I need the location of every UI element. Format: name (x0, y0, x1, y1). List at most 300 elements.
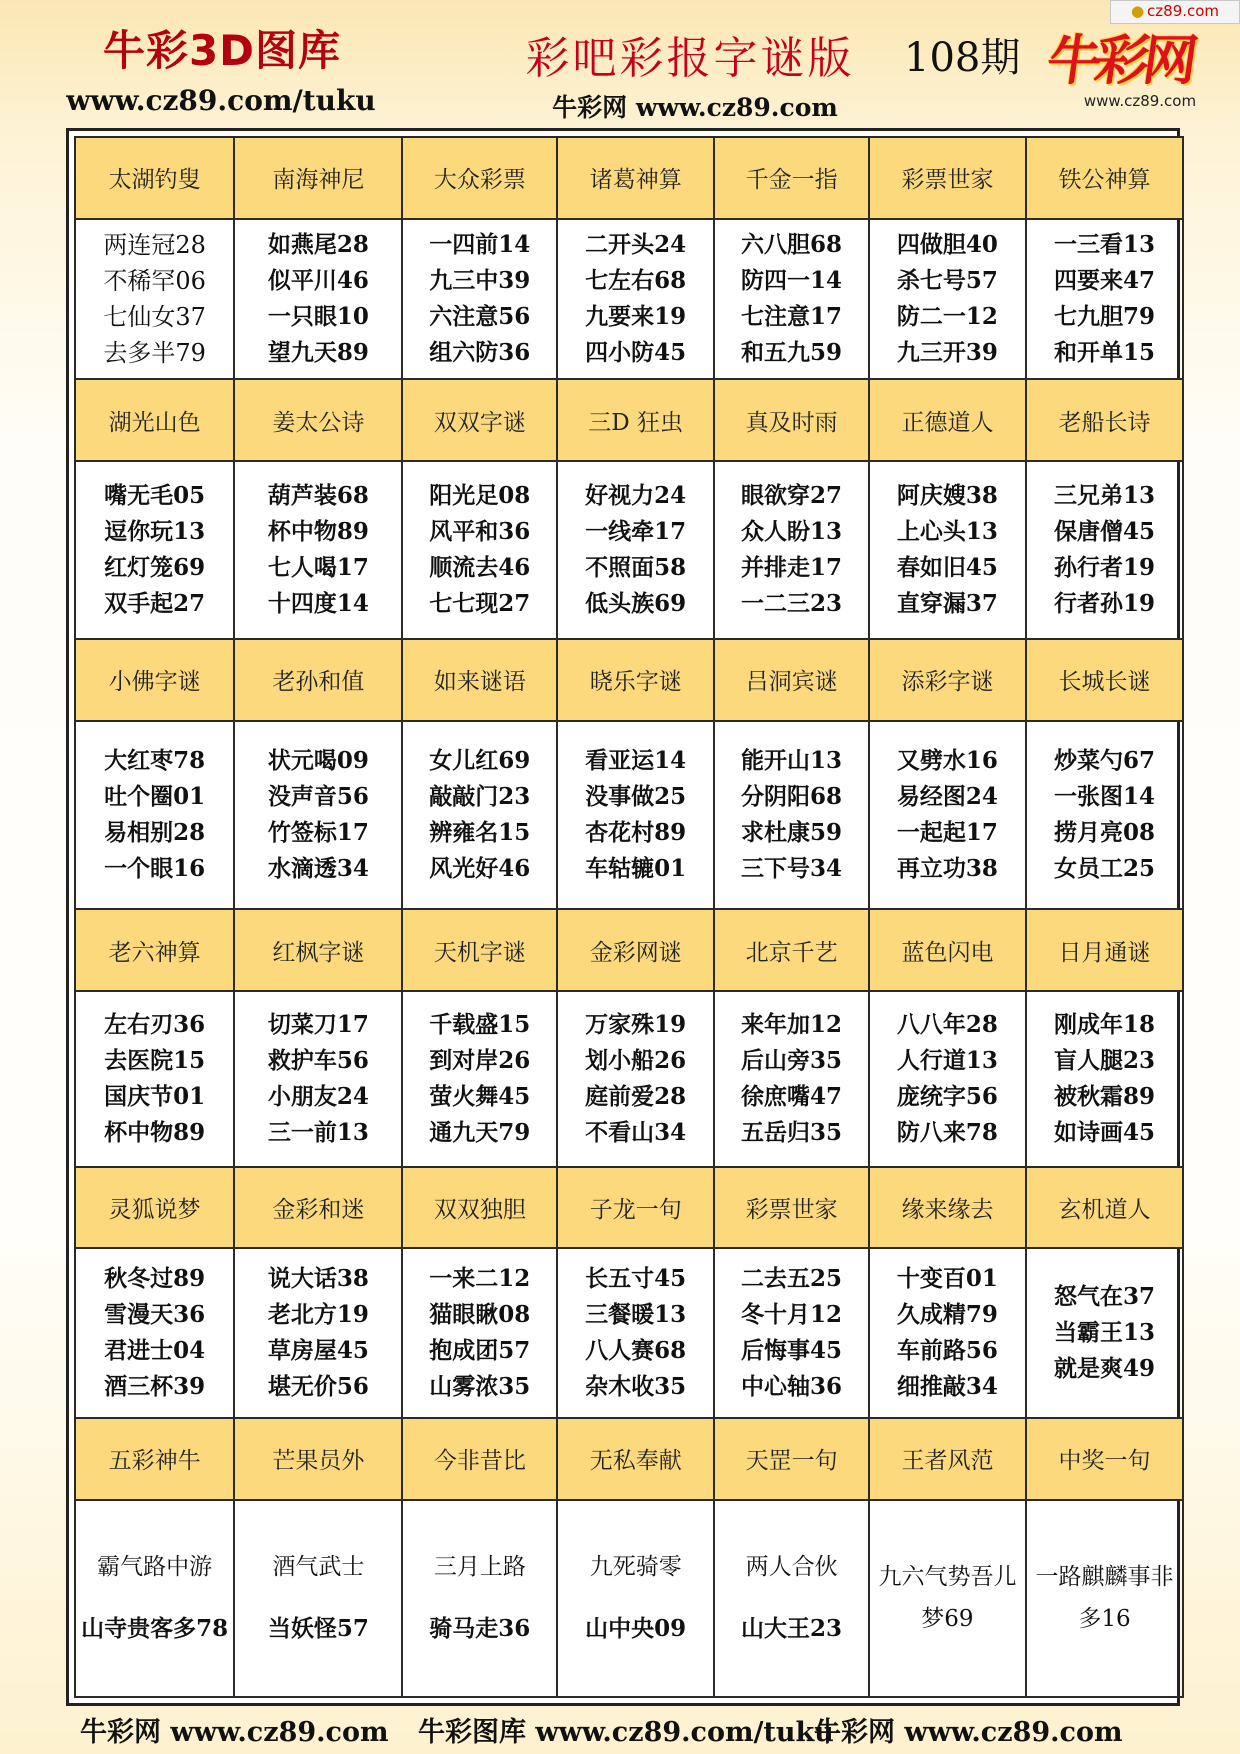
brand-logo[interactable] (1040, 18, 1200, 118)
prediction-line: 霸气路中游 (97, 1554, 213, 1581)
prediction-line: 长五寸45 (585, 1265, 687, 1293)
prediction-line: 风平和36 (429, 518, 531, 546)
column-title: 王者风范 (901, 1448, 994, 1475)
prediction-line: 庞统字56 (896, 1082, 998, 1110)
prediction-lines (870, 482, 1025, 618)
column-title-cell (75, 137, 234, 219)
prediction-line: 三一前13 (267, 1118, 369, 1146)
prediction-line: 救护车56 (267, 1046, 369, 1074)
prediction-line: 不稀罕06 (103, 266, 206, 295)
prediction-line: 骑马走36 (429, 1615, 531, 1643)
prediction-line: 中心轴36 (741, 1373, 843, 1401)
prediction-line: 易相别28 (104, 819, 206, 847)
column-title-cell (234, 379, 402, 461)
prediction-line: 杯中物89 (267, 518, 369, 546)
prediction-line: 酒三杯39 (104, 1373, 206, 1401)
prediction-cell (1026, 991, 1183, 1167)
column-title: 双双独胆 (433, 1197, 526, 1224)
prediction-line: 直穿漏37 (896, 590, 998, 618)
prediction-cell (402, 219, 557, 380)
prediction-lines (1027, 1011, 1182, 1147)
prediction-line: 一四前14 (429, 230, 531, 258)
prediction-lines (235, 482, 401, 618)
prediction-line: 多16 (1078, 1606, 1131, 1633)
prediction-line: 车前路56 (896, 1337, 998, 1365)
prediction-line: 十四度14 (267, 590, 369, 618)
prediction-line: 两连冠28 (103, 230, 206, 259)
prediction-lines (715, 231, 868, 367)
prediction-line: 山雾浓35 (429, 1373, 531, 1401)
prediction-line: 萤火舞45 (429, 1082, 531, 1110)
column-title: 吕洞宾谜 (745, 669, 838, 696)
prediction-line: 再立功38 (896, 855, 998, 883)
prediction-line: 阳光足08 (429, 482, 531, 510)
column-title: 五彩神牛 (108, 1448, 201, 1475)
prediction-line: 一路麒麟事非 (1035, 1564, 1174, 1591)
column-title: 诸葛神算 (589, 167, 682, 194)
prediction-line: 望九天89 (267, 338, 369, 366)
site-url[interactable]: www.cz89.com/tuku (66, 84, 376, 117)
column-title-cell (402, 137, 557, 219)
logo-text: 牛彩网 (1043, 29, 1196, 92)
prediction-cell (75, 1500, 234, 1698)
prediction-line: 说大话38 (267, 1265, 369, 1293)
prediction-line: 去医院15 (104, 1046, 206, 1074)
column-title-cell (402, 1167, 557, 1249)
prediction-line: 竹签标17 (267, 819, 369, 847)
issue-number: 108期 (904, 35, 1021, 81)
column-title: 老孙和值 (272, 669, 365, 696)
prediction-line: 九要来19 (585, 302, 687, 330)
prediction-lines (558, 1553, 713, 1643)
prediction-line: 一二三23 (741, 590, 843, 618)
prediction-line: 被秋霜89 (1053, 1082, 1155, 1110)
prediction-line: 九三开39 (896, 338, 998, 366)
section-header-row (75, 137, 1183, 219)
prediction-line: 当妖怪57 (267, 1615, 369, 1643)
prediction-line: 水滴透34 (267, 855, 369, 883)
prediction-line: 后悔事45 (741, 1337, 843, 1365)
prediction-cell (869, 721, 1026, 910)
prediction-line: 七注意17 (741, 302, 843, 330)
prediction-lines (558, 1265, 713, 1401)
prediction-cell (714, 991, 869, 1167)
prediction-line: 女儿红69 (429, 747, 531, 775)
prediction-line: 五岳归35 (741, 1118, 843, 1146)
column-title-cell (869, 1418, 1026, 1500)
prediction-line: 不照面58 (585, 554, 687, 582)
prediction-line: 秋冬过89 (104, 1265, 206, 1293)
prediction-lines (558, 482, 713, 618)
column-title-cell (234, 1167, 402, 1249)
column-title-cell (714, 137, 869, 219)
column-title: 缘来缘去 (901, 1197, 994, 1224)
prediction-line: 众人盼13 (741, 518, 843, 546)
prediction-line: 八人赛68 (585, 1337, 687, 1365)
column-title-cell (714, 379, 869, 461)
section-body-row (75, 721, 1183, 910)
prediction-line: 去多半79 (103, 338, 206, 367)
column-title-cell (714, 909, 869, 991)
prediction-line: 雪漫天36 (104, 1301, 206, 1329)
column-title: 千金一指 (745, 167, 838, 194)
column-title: 双双字谜 (433, 409, 526, 436)
prediction-line: 通九天79 (429, 1118, 531, 1146)
prediction-cell (557, 721, 714, 910)
prediction-line: 杯中物89 (104, 1118, 206, 1146)
column-title: 彩票世家 (901, 167, 994, 194)
column-title-cell (402, 639, 557, 721)
column-title: 添彩字谜 (901, 669, 994, 696)
prediction-line: 划小船26 (585, 1046, 687, 1074)
column-title: 正德道人 (901, 409, 994, 436)
prediction-line: 敲敲门23 (429, 783, 531, 811)
column-title: 太湖钓叟 (108, 167, 201, 194)
prediction-line: 三兄弟13 (1053, 482, 1155, 510)
prediction-lines (558, 231, 713, 367)
prediction-lines (76, 747, 233, 883)
prediction-line: 细推敲34 (896, 1373, 998, 1401)
prediction-line: 山中央09 (585, 1615, 687, 1643)
prediction-line: 风光好46 (429, 855, 531, 883)
prediction-line: 一来二12 (429, 1265, 531, 1293)
prediction-cell (869, 461, 1026, 639)
column-title-cell (869, 909, 1026, 991)
prediction-lines (235, 1553, 401, 1643)
prediction-line: 盲人腿23 (1053, 1046, 1155, 1074)
footer-right-link[interactable]: 牛彩网 www.cz89.com (814, 1717, 1123, 1748)
prediction-line: 后山旁35 (741, 1046, 843, 1074)
column-title: 芒果员外 (272, 1448, 365, 1475)
prediction-line: 酒气武士 (272, 1554, 365, 1581)
prediction-line: 逗你玩13 (104, 518, 206, 546)
prediction-line: 人行道13 (896, 1046, 998, 1074)
prediction-line: 又劈水16 (896, 747, 998, 775)
section-body-row (75, 1500, 1183, 1698)
column-title: 中奖一句 (1058, 1448, 1151, 1475)
prediction-line: 防四一14 (741, 266, 843, 294)
prediction-line: 好视力24 (585, 482, 687, 510)
prediction-lines (558, 747, 713, 883)
prediction-line: 八八年28 (896, 1010, 998, 1038)
section-header-row (75, 379, 1183, 461)
prediction-cell (1026, 219, 1183, 380)
dot-icon: ● (1130, 2, 1145, 20)
prediction-line: 草房屋45 (267, 1337, 369, 1365)
prediction-lines (870, 231, 1025, 367)
prediction-line: 和五九59 (741, 338, 843, 366)
prediction-line: 春如旧45 (896, 554, 998, 582)
prediction-lines (558, 1011, 713, 1147)
prediction-lines (403, 482, 556, 618)
column-title-cell (869, 639, 1026, 721)
column-title: 湖光山色 (108, 409, 201, 436)
column-title: 晓乐字谜 (589, 669, 682, 696)
prediction-line: 左右刃36 (104, 1010, 206, 1038)
prediction-line: 到对岸26 (429, 1046, 531, 1074)
prediction-cell (75, 461, 234, 639)
prediction-cell (234, 1248, 402, 1418)
column-title-cell (557, 137, 714, 219)
prediction-cell (234, 219, 402, 380)
prediction-lines (715, 1265, 868, 1401)
prediction-line: 组六防36 (429, 338, 531, 366)
column-title-cell (402, 379, 557, 461)
prediction-cell (1026, 721, 1183, 910)
prediction-line: 易经图24 (896, 783, 998, 811)
column-title-cell (234, 137, 402, 219)
column-title: 长城长谜 (1058, 669, 1151, 696)
prediction-lines (235, 1265, 401, 1401)
prediction-line: 两人合伙 (745, 1554, 838, 1581)
prediction-cell (557, 219, 714, 380)
column-title-cell (234, 639, 402, 721)
prediction-lines (870, 1265, 1025, 1401)
prediction-lines (715, 482, 868, 618)
prediction-lines (1027, 482, 1182, 618)
prediction-line: 切菜刀17 (267, 1010, 369, 1038)
prediction-line: 七七现27 (429, 590, 531, 618)
column-title: 彩票世家 (745, 1197, 838, 1224)
prediction-line: 杂木收35 (585, 1373, 687, 1401)
prediction-lines (235, 231, 401, 367)
prediction-cell (869, 219, 1026, 380)
prediction-lines (76, 1553, 233, 1643)
prediction-line: 七人喝17 (267, 554, 369, 582)
prediction-line: 四小防45 (585, 338, 687, 366)
prediction-cell (75, 1248, 234, 1418)
prediction-line: 女员工25 (1053, 855, 1155, 883)
prediction-cell (869, 1248, 1026, 1418)
prediction-line: 七仙女37 (103, 302, 206, 331)
prediction-lines (870, 1560, 1025, 1636)
center-url[interactable]: 牛彩网 www.cz89.com (552, 93, 838, 122)
prediction-line: 六八胆68 (741, 230, 843, 258)
column-title: 三D 狂虫 (588, 409, 684, 436)
prediction-line: 山寺贵客多78 (81, 1615, 229, 1643)
prediction-line: 状元喝09 (267, 747, 369, 775)
prediction-line: 上心头13 (896, 518, 998, 546)
prediction-line: 万家殊19 (585, 1010, 687, 1038)
prediction-cell (714, 219, 869, 380)
column-title-cell (1026, 639, 1183, 721)
column-title-cell (869, 1167, 1026, 1249)
column-title-cell (557, 379, 714, 461)
prediction-cell (402, 991, 557, 1167)
prediction-line: 没事做25 (585, 783, 687, 811)
prediction-cell (714, 1500, 869, 1698)
prediction-line: 没声音56 (267, 783, 369, 811)
column-title: 铁公神算 (1058, 167, 1151, 194)
prediction-lines (76, 231, 233, 367)
column-title: 老六神算 (108, 939, 201, 966)
prediction-line: 老北方19 (267, 1301, 369, 1329)
footer (74, 1710, 1194, 1746)
prediction-cell (1026, 461, 1183, 639)
prediction-lines (715, 747, 868, 883)
prediction-line: 一线牵17 (585, 518, 687, 546)
prediction-line: 二去五25 (741, 1265, 843, 1293)
prediction-line: 抱成团57 (429, 1337, 531, 1365)
column-title: 红枫字谜 (272, 939, 365, 966)
prediction-cell (557, 1248, 714, 1418)
prediction-cell (234, 721, 402, 910)
prediction-line: 九六气势吾儿 (878, 1564, 1017, 1591)
prediction-line: 嘴无毛05 (104, 482, 206, 510)
column-title: 无私奉献 (589, 1448, 682, 1475)
prediction-line: 六注意56 (429, 302, 531, 330)
prediction-cell (869, 1500, 1026, 1698)
prediction-lines (403, 1011, 556, 1147)
column-title: 小佛字谜 (108, 669, 201, 696)
prediction-lines (403, 1553, 556, 1643)
prediction-line: 二开头24 (585, 230, 687, 258)
prediction-line: 阿庆嫂38 (896, 482, 998, 510)
column-title-cell (714, 1418, 869, 1500)
prediction-line: 捞月亮08 (1053, 819, 1155, 847)
prediction-line: 来年加12 (741, 1010, 843, 1038)
prediction-cell (557, 461, 714, 639)
corner-badge-text: cz89.com (1147, 2, 1220, 20)
prediction-lines (76, 1011, 233, 1147)
prediction-line: 如燕尾28 (267, 230, 369, 258)
prediction-line: 三下号34 (741, 855, 843, 883)
prediction-line: 千载盛15 (429, 1010, 531, 1038)
prediction-lines (76, 1265, 233, 1401)
prediction-line: 庭前爱28 (585, 1082, 687, 1110)
prediction-cell (1026, 1248, 1183, 1418)
column-title: 灵狐说梦 (108, 1197, 201, 1224)
prediction-line: 山大王23 (741, 1615, 843, 1643)
prediction-line: 九死骑零 (589, 1554, 682, 1581)
column-title-cell (1026, 1167, 1183, 1249)
prediction-cell (557, 991, 714, 1167)
prediction-line: 一只眼10 (267, 302, 369, 330)
prediction-cell (234, 1500, 402, 1698)
section-body-row (75, 1248, 1183, 1418)
page-title: 彩吧彩报字谜版 (525, 33, 855, 84)
prediction-line: 辨雍名15 (429, 819, 531, 847)
section-body-row (75, 461, 1183, 639)
prediction-line: 炒菜勺67 (1053, 747, 1155, 775)
column-title: 玄机道人 (1058, 1197, 1151, 1224)
prediction-line: 一张图14 (1053, 783, 1155, 811)
column-title-cell (234, 1418, 402, 1500)
prediction-line: 孙行者19 (1053, 554, 1155, 582)
prediction-line: 行者孙19 (1053, 590, 1155, 618)
prediction-line: 求杜康59 (741, 819, 843, 847)
column-title: 北京千艺 (745, 939, 838, 966)
prediction-lines (235, 747, 401, 883)
prediction-line: 猫眼瞅08 (429, 1301, 531, 1329)
prediction-cell (714, 1248, 869, 1418)
column-title-cell (234, 909, 402, 991)
prediction-line: 双手起27 (104, 590, 206, 618)
column-title-cell (869, 379, 1026, 461)
prediction-cell (75, 219, 234, 380)
prediction-line: 三餐暖13 (585, 1301, 687, 1329)
section-header-row (75, 1418, 1183, 1500)
prediction-line: 一三看13 (1053, 230, 1155, 258)
footer-middle-link[interactable]: 牛彩图库 www.cz89.com/tuku (418, 1717, 834, 1748)
prediction-line: 久成精79 (896, 1301, 998, 1329)
prediction-line: 十变百01 (896, 1265, 998, 1293)
column-title: 蓝色闪电 (901, 939, 994, 966)
prediction-line: 四做胆40 (896, 230, 998, 258)
prediction-cell (869, 991, 1026, 1167)
prediction-cell (75, 721, 234, 910)
column-title-cell (557, 909, 714, 991)
prediction-lines (403, 1265, 556, 1401)
prediction-line: 国庆节01 (104, 1082, 206, 1110)
prediction-line: 杀七号57 (896, 266, 998, 294)
prediction-line: 一个眼16 (104, 855, 206, 883)
prediction-cell (714, 461, 869, 639)
column-title: 金彩网谜 (589, 939, 682, 966)
prediction-line: 七左右68 (585, 266, 687, 294)
column-title: 今非昔比 (433, 1448, 526, 1475)
column-title-cell (1026, 379, 1183, 461)
prediction-cell (402, 461, 557, 639)
prediction-lines (76, 482, 233, 618)
prediction-cell (75, 991, 234, 1167)
column-title-cell (75, 379, 234, 461)
column-title-cell (714, 639, 869, 721)
prediction-line: 一起起17 (896, 819, 998, 847)
prediction-line: 就是爽49 (1053, 1355, 1155, 1383)
prediction-lines (235, 1011, 401, 1147)
column-title-cell (402, 1418, 557, 1500)
prediction-line: 车轱辘01 (585, 855, 687, 883)
prediction-line: 并排走17 (741, 554, 843, 582)
column-title: 姜太公诗 (272, 409, 365, 436)
column-title-cell (557, 1418, 714, 1500)
column-title-cell (714, 1167, 869, 1249)
prediction-cell (234, 991, 402, 1167)
site-title: 牛彩3D图库 (102, 26, 342, 75)
column-title: 南海神尼 (272, 167, 365, 194)
footer-left-link[interactable]: 牛彩网 www.cz89.com (80, 1717, 389, 1748)
prediction-line: 大红枣78 (104, 747, 206, 775)
prediction-line: 红灯笼69 (104, 554, 206, 582)
prediction-line: 似平川46 (267, 266, 369, 294)
prediction-line: 看亚运14 (585, 747, 687, 775)
prediction-line: 分阴阳68 (741, 783, 843, 811)
prediction-cell (402, 1248, 557, 1418)
prediction-line: 如诗画45 (1053, 1118, 1155, 1146)
column-title-cell (557, 1167, 714, 1249)
prediction-line: 刚成年18 (1053, 1010, 1155, 1038)
prediction-line: 杏花村89 (585, 819, 687, 847)
prediction-line: 保唐僧45 (1053, 518, 1155, 546)
prediction-lines (1027, 1283, 1182, 1383)
prediction-cell (234, 461, 402, 639)
riddle-grid (74, 136, 1184, 1698)
column-title-cell (1026, 137, 1183, 219)
prediction-lines (715, 1011, 868, 1147)
prediction-line: 和开单15 (1053, 338, 1155, 366)
prediction-line: 冬十月12 (741, 1301, 843, 1329)
column-title: 真及时雨 (745, 409, 838, 436)
column-title-cell (75, 909, 234, 991)
prediction-lines (1027, 747, 1182, 883)
section-header-row (75, 1167, 1183, 1249)
prediction-lines (403, 747, 556, 883)
prediction-lines (403, 231, 556, 367)
column-title-cell (1026, 909, 1183, 991)
column-title-cell (75, 639, 234, 721)
prediction-line: 低头族69 (585, 590, 687, 618)
